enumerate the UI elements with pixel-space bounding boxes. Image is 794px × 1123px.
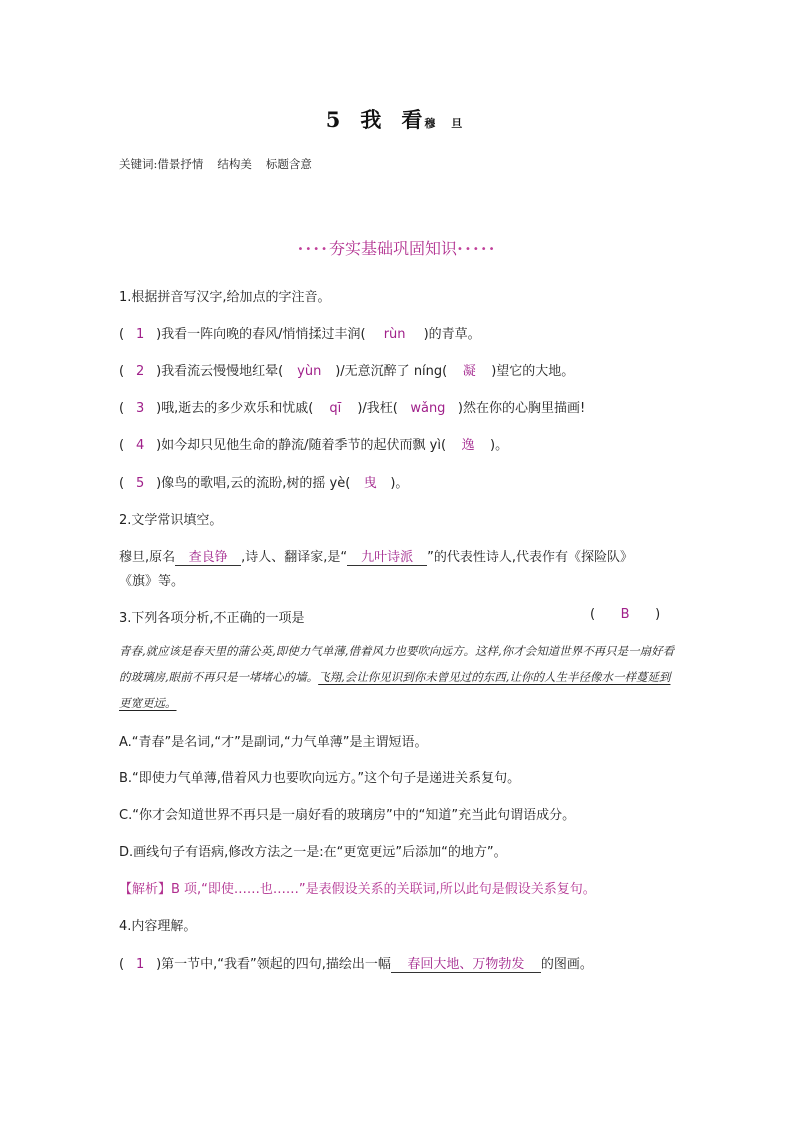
answer-pinyin: wǎng	[410, 401, 446, 416]
q3-passage	[119, 638, 679, 716]
q2-stem: 2.文学常识填空。	[119, 513, 223, 528]
q1-item-1: ( 1 )我看一阵向晚的春风/悄悄揉过丰润( rùn )的青草。	[119, 327, 481, 342]
q4-item-1: ( 1 )第一节中,“我看”领起的四句,描绘出一幅 春回大地、万物勃发 的图画。	[119, 953, 593, 973]
title-word-1: 我	[360, 107, 382, 132]
keywords-line	[119, 156, 312, 172]
q1-item-5: ( 5 )像鸟的歌唱,云的流盼,树的摇 yè( 曳 )。	[119, 472, 408, 491]
item-number: 3	[135, 401, 145, 416]
answer-pinyin: qī	[329, 401, 342, 416]
heading-dots-left: ••••	[297, 244, 330, 255]
q3-option-b: B.“即使力气单薄,借着风力也要吹向远方。”这个句子是递进关系复句。	[119, 771, 521, 786]
answer-blank: 查良铮	[175, 546, 241, 566]
answer-pinyin: yùn	[297, 364, 322, 379]
q3-analysis: 【解析】B 项,“即使……也……”是表假设关系的关联词,所以此句是假设关系复句。	[119, 882, 596, 897]
answer-blank: 九叶诗派	[347, 546, 427, 566]
passage-text: 青春,就应该是春天里的蒲公英,即使力气单薄,借着风力也要吹向远方。这样,你才会知道世界不再只是一扇好看的玻璃房,眼前不再只是一堵堵心的墙。	[119, 644, 675, 684]
answer-hanzi: 逸	[461, 438, 475, 453]
q3-option-a: A.“青春”是名词,“才”是副词,“力气单薄”是主谓短语。	[119, 735, 428, 750]
lesson-title	[0, 104, 794, 134]
q1-item-3: ( 3 )哦,逝去的多少欢乐和忧戚( qī )/我枉( wǎng )然在你的心胸里描画!	[119, 401, 586, 416]
item-number: 2	[135, 364, 145, 379]
title-word-2: 看	[401, 107, 423, 132]
q2-line-2: 《旗》等。	[119, 574, 185, 589]
keyword-2: 结构美	[217, 157, 252, 171]
q1-item-4: ( 4 )如今却只见他生命的静流/随着季节的起伏而飘 yì( 逸 )。	[119, 434, 508, 453]
item-number: 1	[135, 957, 145, 972]
q3-option-d: D.画线句子有语病,修改方法之一是:在“更宽更远”后添加“的地方”。	[119, 845, 507, 860]
keyword-1: 借景抒情	[157, 157, 204, 171]
q4-stem: 4.内容理解。	[119, 919, 197, 934]
q3-answer-paren: ( B )	[590, 607, 661, 622]
item-number: 5	[135, 476, 145, 491]
answer-blank: 春回大地、万物勃发	[391, 953, 541, 973]
section-heading-text: 夯实基础巩固知识	[329, 239, 458, 258]
q1-stem: 1.根据拼音写汉字,给加点的字注音。	[119, 290, 331, 305]
q3-stem: 3.下列各项分析,不正确的一项是	[119, 611, 305, 626]
heading-dots-right: •••••	[457, 244, 497, 255]
section-heading	[0, 236, 794, 259]
q2-line-1: 穆旦,原名 查良铮 ,诗人、翻译家,是“ 九叶诗派 ”的代表性诗人,代表作有《探险队》	[119, 546, 633, 566]
answer-hanzi: 凝	[462, 364, 476, 379]
answer-hanzi: 曳	[363, 476, 377, 491]
answer-pinyin: rùn	[383, 327, 406, 342]
answer-choice: B	[620, 607, 630, 622]
item-number: 1	[135, 327, 145, 342]
keywords-label: 关键词:	[119, 157, 158, 171]
keyword-3: 标题含意	[265, 157, 312, 171]
item-number: 4	[135, 438, 145, 453]
author-name: 穆 旦	[424, 117, 469, 130]
q1-item-2: ( 2 )我看流云慢慢地红晕( yùn )/无意沉醉了 níng( 凝 )望它的大地。	[119, 360, 574, 379]
lesson-number: 5	[325, 107, 341, 132]
q3-option-c: C.“你才会知道世界不再只是一扇好看的玻璃房”中的“知道”充当此句谓语成分。	[119, 808, 576, 823]
passage-underlined-sentence: 飞翔,会让你见识到你未曾见过的东西,让你的人生半径像水一样蔓延到更宽更远。	[119, 670, 671, 710]
